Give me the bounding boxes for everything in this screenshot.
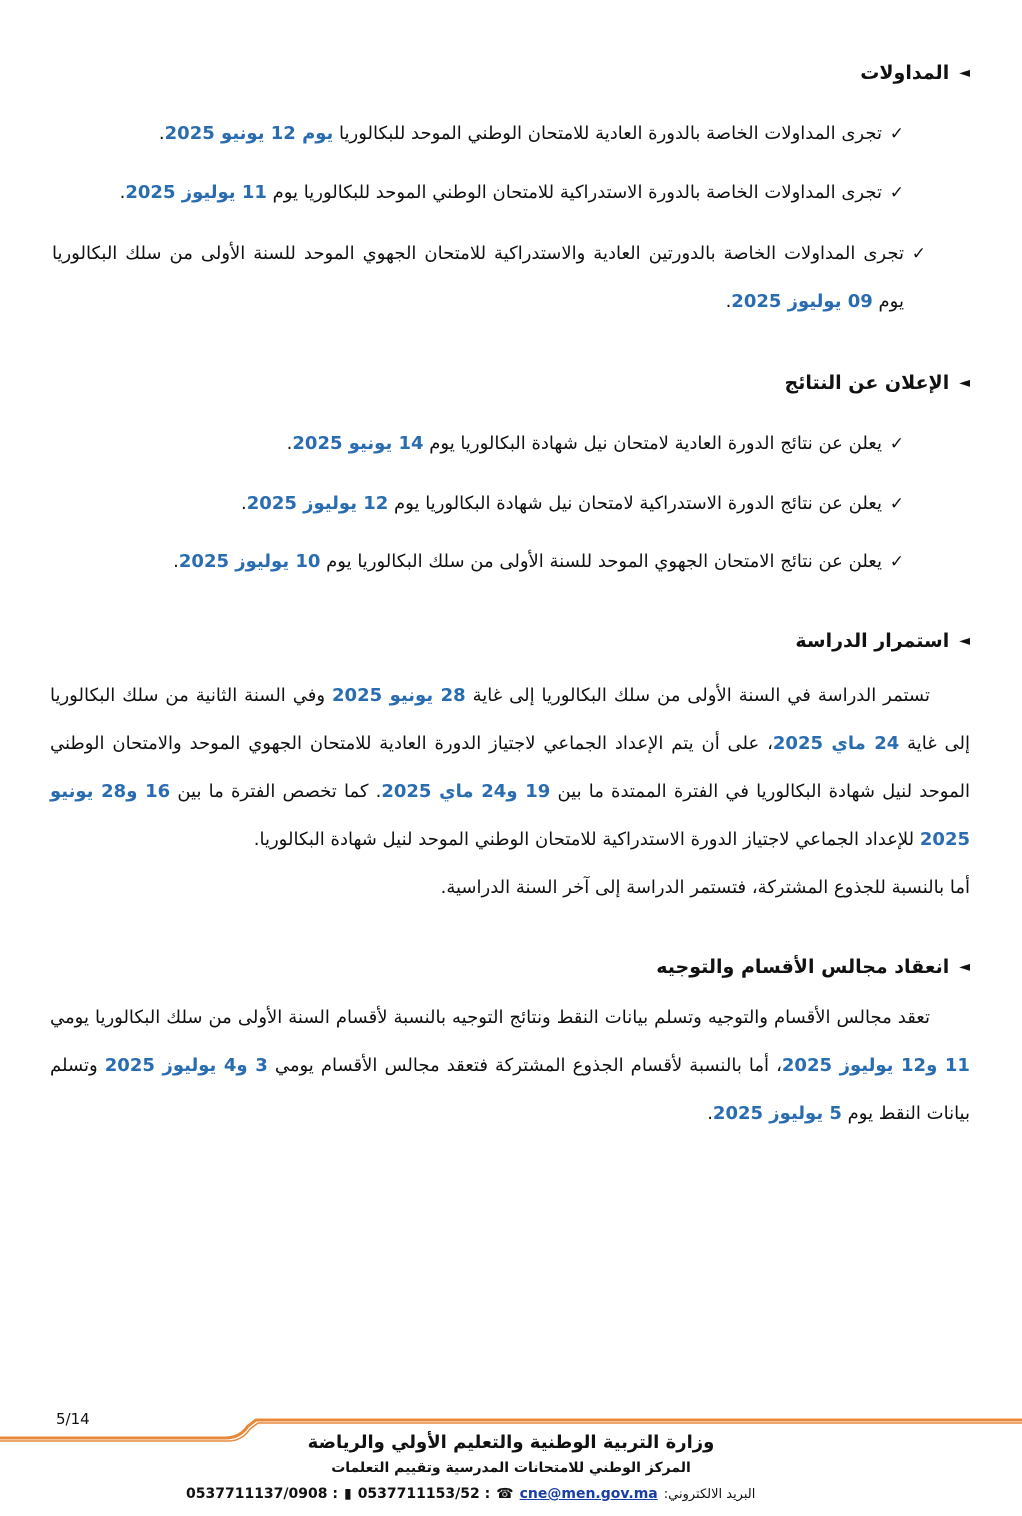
date-highlight: 3 و4 يوليوز 2025 [104, 1055, 268, 1076]
check-icon: ✓ [889, 552, 904, 572]
bullet-text: . [158, 123, 165, 144]
bullet-item [287, 428, 904, 460]
bullet-item [241, 488, 904, 520]
section-title-text: استمرار الدراسة [795, 630, 950, 652]
arrow-icon: ◄ [959, 375, 970, 391]
date-highlight: 28 يونيو 2025 [332, 685, 466, 706]
date-highlight: 19 و24 ماي 2025 [381, 781, 551, 802]
bullet-text: يعلن عن نتائج الدورة الاستدراكية لامتحان نيل شهادة البكالوريا يوم [388, 493, 882, 514]
paragraph-text: أما بالنسبة للجذوع المشتركة، فتستمر الدراسة إلى آخر السنة الدراسية. [440, 877, 970, 898]
section-title-text: المداولات [860, 62, 950, 84]
paragraph-text: للإعداد الجماعي لاجتياز الدورة الاستدراكية للامتحان الوطني الموحد لنيل شهادة البكالوريا. [253, 829, 920, 850]
bullet-item [159, 118, 904, 150]
paragraph-text: تستمر الدراسة في السنة الأولى من سلك البكالوريا إلى غاية [465, 685, 930, 706]
date-highlight: 09 يوليوز 2025 [731, 291, 873, 312]
footer-contact [186, 1486, 755, 1502]
footer-ministry: وزارة التربية الوطنية والتعليم الأولي والرياضة [307, 1432, 715, 1453]
date-highlight: 11 و12 يوليوز 2025 [781, 1055, 970, 1076]
paragraph-text: ، على أن يتم الإعداد الجماعي لاجتياز الدورة العادية للامتحان الجهوي الموحد والامتحان الوطني الموحد لنيل شهادة البكالوريا في الفترة الممتدة ما بين [50, 733, 970, 802]
section-title-results [785, 372, 971, 394]
paragraph-text: تعقد مجالس الأقسام والتوجيه وتسلم بيانات النقط ونتائج التوجيه بالنسبة لأقسام السنة الأولى من سلك البكالوريا يومي [50, 1007, 930, 1028]
fax-icon: ▮ [343, 1486, 352, 1502]
arrow-icon: ◄ [959, 633, 970, 649]
bullet-text: . [173, 551, 179, 572]
date-highlight: 14 يونيو 2025 [292, 433, 424, 454]
fax-number: 0537711137/0908 : [186, 1486, 338, 1502]
paragraph-text: وتسلم بيانات النقط يوم [50, 1055, 970, 1124]
bullet-item [120, 177, 904, 209]
section-title-deliberations [860, 62, 970, 84]
date-highlight: يوم 12 يونيو 2025 [164, 123, 334, 144]
check-icon: ✓ [889, 494, 904, 514]
bullet-text: . [725, 291, 732, 312]
section-title-text: انعقاد مجالس الأقسام والتوجيه [656, 956, 950, 978]
phone-icon: ☎ [496, 1486, 514, 1502]
bullet-text: . [286, 433, 293, 454]
bullet-item [173, 546, 904, 578]
phone-number: 0537711153/52 : [357, 1486, 491, 1502]
arrow-icon: ◄ [959, 65, 970, 81]
email-link[interactable]: cne@men.gov.ma [519, 1486, 658, 1502]
paragraph-class-councils [50, 994, 970, 1138]
section-title-class-councils [656, 956, 970, 978]
paragraph-text: ، أما بالنسبة لأقسام الجذوع المشتركة فتعقد مجالس الأقسام يومي [267, 1055, 782, 1076]
page-number: 5/14 [56, 1410, 90, 1428]
bullet-text: تجرى المداولات الخاصة بالدورة الاستدراكية للامتحان الوطني الموحد للبكالوريا يوم [266, 182, 882, 203]
email-label: البريد الالكتروني: [663, 1486, 756, 1502]
paragraph-text: . كما تخصص الفترة ما بين [170, 781, 382, 802]
bullet-text: تجرى المداولات الخاصة بالدورتين العادية والاستدراكية للامتحان الجهوي الموحد للسنة الأولى من سلك البكالوريا يوم [52, 243, 904, 312]
bullet-text: يعلن عن نتائج الامتحان الجهوي الموحد للسنة الأولى من سلك البكالوريا يوم [320, 551, 882, 572]
bullet-text: تجرى المداولات الخاصة بالدورة العادية للامتحان الوطني الموحد للبكالوريا [333, 123, 882, 144]
date-highlight: 24 ماي 2025 [772, 733, 900, 754]
check-icon: ✓ [889, 124, 904, 144]
date-highlight: 5 يوليوز 2025 [712, 1103, 842, 1124]
date-highlight: 12 يوليوز 2025 [246, 493, 389, 514]
date-highlight: 11 يوليوز 2025 [125, 182, 267, 203]
paragraph-text: وفي السنة الثانية من سلك البكالوريا إلى غاية [50, 685, 970, 754]
section-title-study-continuation [795, 630, 970, 652]
paragraph-text: . [707, 1103, 713, 1124]
footer-center: المركز الوطني للامتحانات المدرسية وتقييم التعلمات [331, 1460, 691, 1476]
check-icon: ✓ [889, 183, 904, 203]
date-highlight: 16 و28 يونيو 2025 [50, 781, 970, 850]
arrow-icon: ◄ [959, 959, 970, 975]
section-title-text: الإعلان عن النتائج [784, 372, 950, 394]
bullet-text: . [119, 182, 126, 203]
check-icon: ✓ [889, 434, 904, 454]
bullet-item [52, 230, 926, 326]
paragraph-study-continuation [50, 672, 970, 912]
bullet-text: . [241, 493, 247, 514]
bullet-text: يعلن عن نتائج الدورة العادية لامتحان نيل شهادة البكالوريا يوم [423, 433, 882, 454]
check-icon: ✓ [911, 244, 926, 264]
date-highlight: 10 يوليوز 2025 [178, 551, 321, 572]
